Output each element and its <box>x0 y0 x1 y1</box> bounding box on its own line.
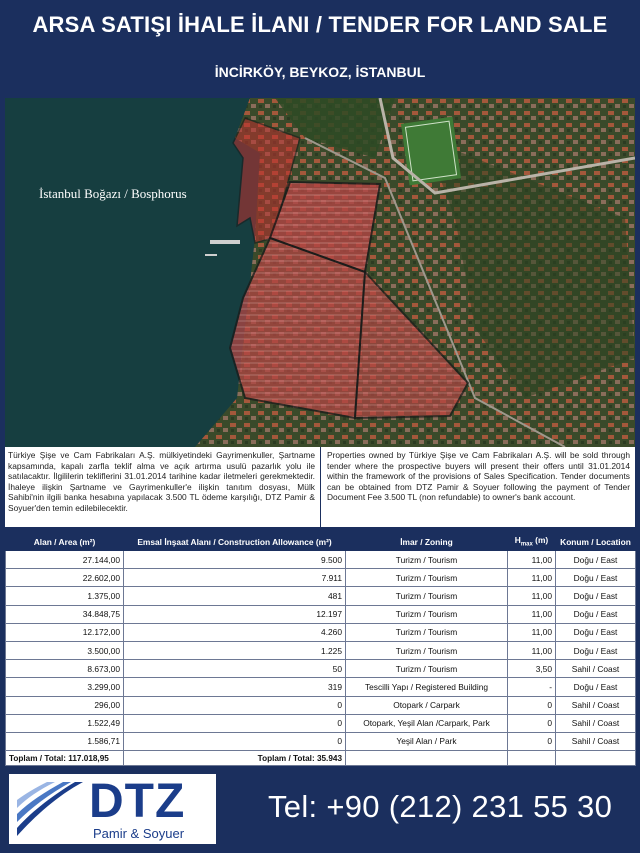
footer <box>0 769 640 853</box>
cell-zoning: Turizm / Tourism <box>346 660 508 678</box>
cell-zoning: Tescilli Yapı / Registered Building <box>346 678 508 696</box>
height-sub: max <box>520 541 533 548</box>
cell-location: Doğu / East <box>556 623 636 641</box>
cell-height: 0 <box>508 714 556 732</box>
cell-area: 3.299,00 <box>6 678 124 696</box>
cell-height: - <box>508 678 556 696</box>
cell-construction: 481 <box>124 587 346 605</box>
logo-name: DTZ <box>89 775 186 828</box>
cell-area: 22.602,00 <box>6 569 124 587</box>
table-row <box>6 660 636 678</box>
cell-location: Doğu / East <box>556 678 636 696</box>
cell-construction: 1.225 <box>124 641 346 659</box>
table-header-row <box>6 533 636 551</box>
logo-subtitle: Pamir & Soyuer <box>93 826 185 841</box>
property-table <box>5 532 635 766</box>
cell-zoning: Turizm / Tourism <box>346 587 508 605</box>
cell-area: 1.522,49 <box>6 714 124 732</box>
property-table-grid <box>5 532 636 766</box>
cell-location: Doğu / East <box>556 551 636 569</box>
cell-zoning: Turizm / Tourism <box>346 551 508 569</box>
cell-height: 11,00 <box>508 587 556 605</box>
col-header-construction: Emsal İnşaat Alanı / Construction Allowance (m²) <box>124 533 346 551</box>
cell-location: Sahil / Coast <box>556 660 636 678</box>
table-row <box>6 714 636 732</box>
cell-construction: 319 <box>124 678 346 696</box>
table-row <box>6 569 636 587</box>
cell-zoning: Yeşil Alan / Park <box>346 732 508 750</box>
cell-area: 12.172,00 <box>6 623 124 641</box>
cell-height: 11,00 <box>508 569 556 587</box>
cell-construction: 0 <box>124 696 346 714</box>
cell-location: Doğu / East <box>556 569 636 587</box>
cell-height: 11,00 <box>508 605 556 623</box>
cell-construction: 50 <box>124 660 346 678</box>
cell-construction: 0 <box>124 714 346 732</box>
cell-area: 8.673,00 <box>6 660 124 678</box>
cell-area: 3.500,00 <box>6 641 124 659</box>
description-turkish: Türkiye Şişe ve Cam Fabrikaları A.Ş. mülkiyetindeki Gayrimenkuller, Şartname kapsamında, kapalı zarfla teklif alma ve açık artırma usulü pazarlık yolu ile satılacaktır. İlgililerin tekliflerini 31.01.2014 tarihine kadar iletmeleri gerekmektedir. İhaleye ilişkin Şartname ve Gayrimenkuller'e ilişkin tanıtım dosyası, Mülk Sahibi'nin ilgili banka hesabına yapılacak 3.500 TL ödeme karşılığı, DTZ Pamir & Soyuer'den temin edilebilecektir. <box>8 450 315 513</box>
table-total-row <box>6 751 636 766</box>
map-label-bosphorus: İstanbul Boğazı / Bosphorus <box>39 186 187 201</box>
cell-location: Doğu / East <box>556 641 636 659</box>
height-unit: (m) <box>532 535 549 546</box>
table-row <box>6 696 636 714</box>
dtz-logo <box>9 774 216 844</box>
cell-zoning: Otopark, Yeşil Alan /Carpark, Park <box>346 714 508 732</box>
table-row <box>6 605 636 623</box>
cell-zoning: Turizm / Tourism <box>346 569 508 587</box>
page-subtitle: İNCİRKÖY, BEYKOZ, İSTANBUL <box>214 64 426 80</box>
cell-zoning: Turizm / Tourism <box>346 641 508 659</box>
cell-construction: 7.911 <box>124 569 346 587</box>
height-h: H <box>514 535 521 546</box>
aerial-map <box>5 98 635 447</box>
cell-location: Sahil / Coast <box>556 714 636 732</box>
cell-zoning: Otopark / Carpark <box>346 696 508 714</box>
col-header-height <box>508 533 556 551</box>
cell-location: Sahil / Coast <box>556 696 636 714</box>
cell-height: 11,00 <box>508 551 556 569</box>
col-header-location: Konum / Location <box>556 533 636 551</box>
cell-construction: 0 <box>124 732 346 750</box>
cell-construction: 9.500 <box>124 551 346 569</box>
table-row <box>6 551 636 569</box>
cell-location: Sahil / Coast <box>556 732 636 750</box>
cell-location: Doğu / East <box>556 605 636 623</box>
cell-area: 1.586,71 <box>6 732 124 750</box>
table-row <box>6 587 636 605</box>
header <box>0 0 640 98</box>
cell-construction: 12.197 <box>124 605 346 623</box>
cell-height: 3,50 <box>508 660 556 678</box>
total-empty-zoning <box>346 751 508 766</box>
page-title: ARSA SATIŞI İHALE İLANI / TENDER FOR LAND SALE <box>32 12 608 37</box>
phone-number: Tel: +90 (212) 231 55 30 <box>268 789 613 824</box>
cell-height: 11,00 <box>508 641 556 659</box>
col-header-area: Alan / Area (m²) <box>6 533 124 551</box>
total-empty-height <box>508 751 556 766</box>
description-english: Properties owned by Türkiye Şişe ve Cam Fabrikaları A.Ş. will be sold through tender where the prospective buyers will present their offers until 31.01.2014 within the framework of the provisions of Sales Specification. Tender documents can be obtained from DTZ Pamir & Soyuer following the payment of Tender Document Fee 3.500 TL (non refundable) to owner's bank account. <box>327 450 630 503</box>
table-row <box>6 623 636 641</box>
description-divider <box>320 447 321 527</box>
cell-height: 0 <box>508 732 556 750</box>
cell-height: 0 <box>508 696 556 714</box>
cell-zoning: Turizm / Tourism <box>346 605 508 623</box>
cell-height: 11,00 <box>508 623 556 641</box>
total-empty-location <box>556 751 636 766</box>
cell-construction: 4.260 <box>124 623 346 641</box>
table-row <box>6 732 636 750</box>
cell-zoning: Turizm / Tourism <box>346 623 508 641</box>
table-row <box>6 678 636 696</box>
cell-area: 296,00 <box>6 696 124 714</box>
table-row <box>6 641 636 659</box>
description-panel <box>5 447 635 527</box>
cell-area: 1.375,00 <box>6 587 124 605</box>
col-header-zoning: İmar / Zoning <box>346 533 508 551</box>
total-construction: Toplam / Total: 35.943 <box>124 751 346 766</box>
aerial-map-image <box>5 98 635 447</box>
total-area: Toplam / Total: 117.018,95 <box>6 751 124 766</box>
cell-location: Doğu / East <box>556 587 636 605</box>
dtz-swoosh-icon <box>15 780 85 838</box>
cell-area: 27.144,00 <box>6 551 124 569</box>
cell-area: 34.848,75 <box>6 605 124 623</box>
